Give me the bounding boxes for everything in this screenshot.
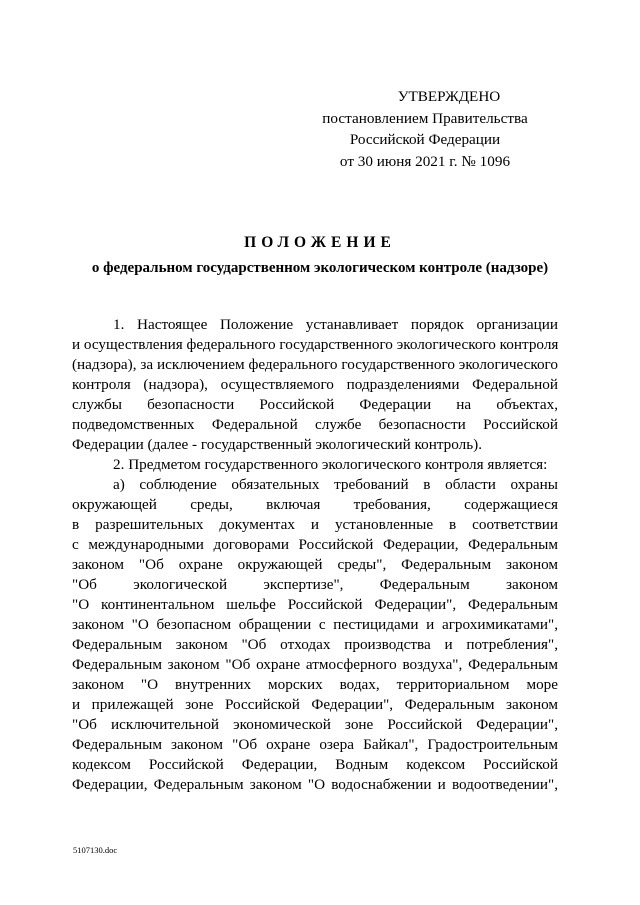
body-line: окружающей среды, включая требования, содержащиеся [72,496,558,513]
document-title: ПОЛОЖЕНИЕ [244,234,396,251]
body-line: 2. Предметом государственного экологического контроля является: [113,456,548,473]
approval-line: постановлением Правительства [322,109,528,127]
document-body [72,315,558,795]
body-line: Федерации, Федеральным законом "О водоснабжении и водоотведении", [72,776,558,793]
body-line: "Об экологической экспертизе", Федеральным законом [72,576,558,593]
document-subtitle: о федеральном государственном экологическом контроле (надзоре) [91,260,549,276]
body-line: Федеральным законом "Об охране атмосферного воздуха", Федеральным [72,656,558,673]
body-line: и прилежащей зоне Российской Федерации", Федеральным законом [72,696,558,713]
body-line: Федерации (далее - государственный экологический контроль). [72,436,483,453]
body-line: кодексом Российской Федерации, Водным кодексом Российской [72,756,558,773]
body-line: службы безопасности Российской Федерации на объектах, [72,396,558,413]
body-line: контроля (надзора), осуществляемого подразделениями Федеральной [72,376,558,393]
body-line: а) соблюдение обязательных требований в области охраны [113,476,558,493]
body-line: и осуществления федерального государственного экологического контроля [72,336,559,353]
body-line: (надзора), за исключением федерального государственного экологического [72,356,558,373]
body-line: законом "Об охране окружающей среды", Федеральным законом [72,556,558,573]
body-line: с международными договорами Российской Федерации, Федеральным [72,536,558,553]
body-line: подведомственных Федеральной службе безопасности Российской [72,416,558,433]
body-line: в разрешительных документах и установленные в соответствии [72,516,558,533]
file-name-footer: 5107130.doc [73,845,118,855]
body-line: Федеральным законом "Об отходах производства и потребления", [72,636,558,653]
body-line: Федеральным законом "Об охране озера Байкал", Градостроительным [72,736,558,753]
body-line: "О континентальном шельфе Российской Федерации", Федеральным [72,596,558,613]
approval-heading: УТВЕРЖДЕНО [397,88,501,105]
body-line: 1. Настоящее Положение устанавливает порядок организации [113,316,558,333]
approval-line: Российской Федерации [349,131,501,148]
body-line: "Об исключительной экономической зоне Российской Федерации", [72,716,558,733]
approval-date-number: от 30 июня 2021 г. № 1096 [339,152,511,170]
body-line: законом "О безопасном обращении с пестицидами и агрохимикатами", [72,616,558,633]
body-line: законом "О внутренних морских водах, территориальном море [72,676,558,693]
approval-block [300,86,550,172]
